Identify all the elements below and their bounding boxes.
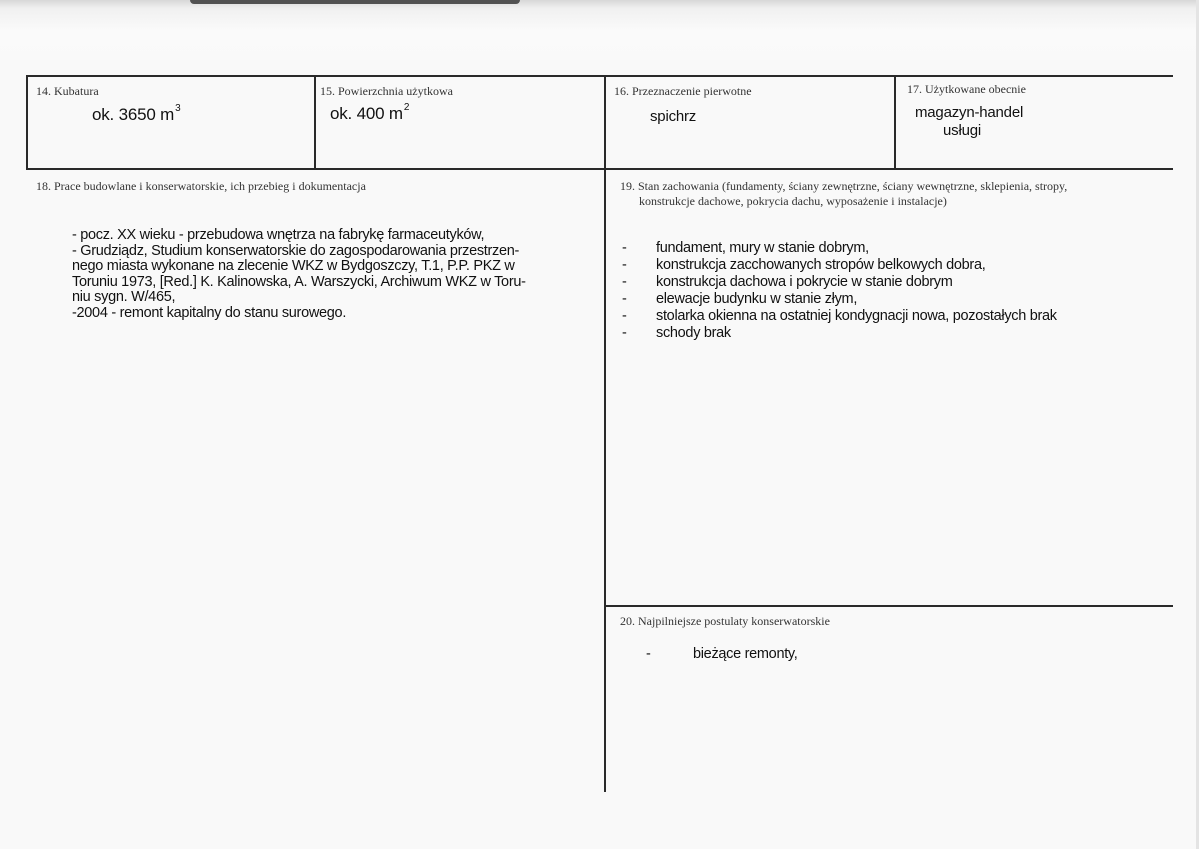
section-19-list	[622, 240, 1182, 342]
scan-top-shadow	[0, 0, 1199, 60]
list-item	[622, 291, 1182, 308]
section-18-label: 18. Prace budowlane i konserwatorskie, ich przebieg i dokumentacja	[36, 179, 366, 193]
section-18-line: niu sygn. W/465,	[72, 289, 176, 305]
field-17-value-line1: magazyn-handel	[915, 104, 1024, 121]
section-18-line: - pocz. XX wieku - przebudowa wnętrza na fabrykę farmaceutyków,	[72, 227, 485, 243]
section-19-label-line2: konstrukcje dachowe, pokrycia dachu, wyposażenie i instalacje)	[639, 194, 947, 208]
bullet-dash: -	[622, 325, 627, 341]
field-15-superscript: 2	[403, 102, 410, 113]
section20-top-rule	[605, 605, 1173, 607]
list-item-text: schody brak	[656, 325, 731, 341]
list-item-text: konstrukcja zacchowanych stropów belkowych dobra,	[656, 257, 986, 273]
bullet-dash: -	[622, 308, 627, 324]
field-16-value: spichrz	[650, 108, 697, 125]
list-item	[622, 325, 1182, 342]
bullet-dash: -	[622, 291, 627, 307]
bullet-dash: -	[622, 240, 627, 256]
section-20-dash: -	[646, 646, 651, 662]
section-18-line: - Grudziądz, Studium konserwatorskie do zagospodarowania przestrzen-	[72, 242, 520, 259]
list-item-text: stolarka okienna na ostatniej kondygnacji nowa, pozostałych brak	[656, 308, 1057, 324]
field-17-value-line2: usługi	[943, 122, 981, 139]
section-18-body	[72, 228, 592, 321]
field-15-value	[330, 104, 409, 124]
section-18-line: Toruniu 1973, [Red.] K. Kalinowska, A. Warszycki, Archiwum WKZ w Toru-	[72, 273, 526, 290]
field-14-value-text: ok. 3650 m	[92, 105, 175, 124]
section-19-label-line1: 19. Stan zachowania (fundamenty, ściany zewnętrzne, ściany wewnętrzne, sklepienia, stropy,	[620, 179, 1068, 193]
field-16-label: 16. Przeznaczenie pierwotne	[614, 84, 752, 98]
row1-bottom-rule	[26, 168, 1173, 170]
list-item	[622, 308, 1182, 325]
col-divider-main	[604, 76, 606, 792]
left-edge-rule	[26, 76, 28, 169]
list-item-text: fundament, mury w stanie dobrym,	[656, 240, 869, 256]
field-15-value-text: ok. 400 m	[330, 104, 403, 123]
col-divider-14-15	[314, 76, 316, 169]
section-18-line: -2004 - remont kapitalny do stanu surowego.	[72, 304, 347, 321]
list-item	[622, 240, 1182, 257]
top-rule	[26, 75, 1173, 77]
field-14-value	[92, 105, 180, 125]
bullet-dash: -	[622, 257, 627, 273]
field-17-label: 17. Użytkowane obecnie	[907, 82, 1026, 96]
col-divider-16-17	[894, 76, 896, 169]
section-20-item: bieżące remonty,	[693, 646, 798, 662]
section-20-label: 20. Najpilniejsze postulaty konserwatorskie	[620, 614, 830, 628]
list-item	[622, 274, 1182, 291]
section-18-line: nego miasta wykonane na zlecenie WKZ w Bydgoszczy, T.1, P.P. PKZ w	[72, 258, 515, 274]
scan-dark-edge	[190, 0, 520, 4]
list-item-text: elewacje budynku w stanie złym,	[656, 291, 858, 307]
list-item	[622, 257, 1182, 274]
bullet-dash: -	[622, 274, 627, 290]
list-item-text: konstrukcja dachowa i pokrycie w stanie dobrym	[656, 274, 953, 290]
field-15-label: 15. Powierzchnia użytkowa	[320, 84, 453, 98]
field-14-label: 14. Kubatura	[36, 84, 99, 98]
field-14-superscript: 3	[175, 103, 181, 114]
